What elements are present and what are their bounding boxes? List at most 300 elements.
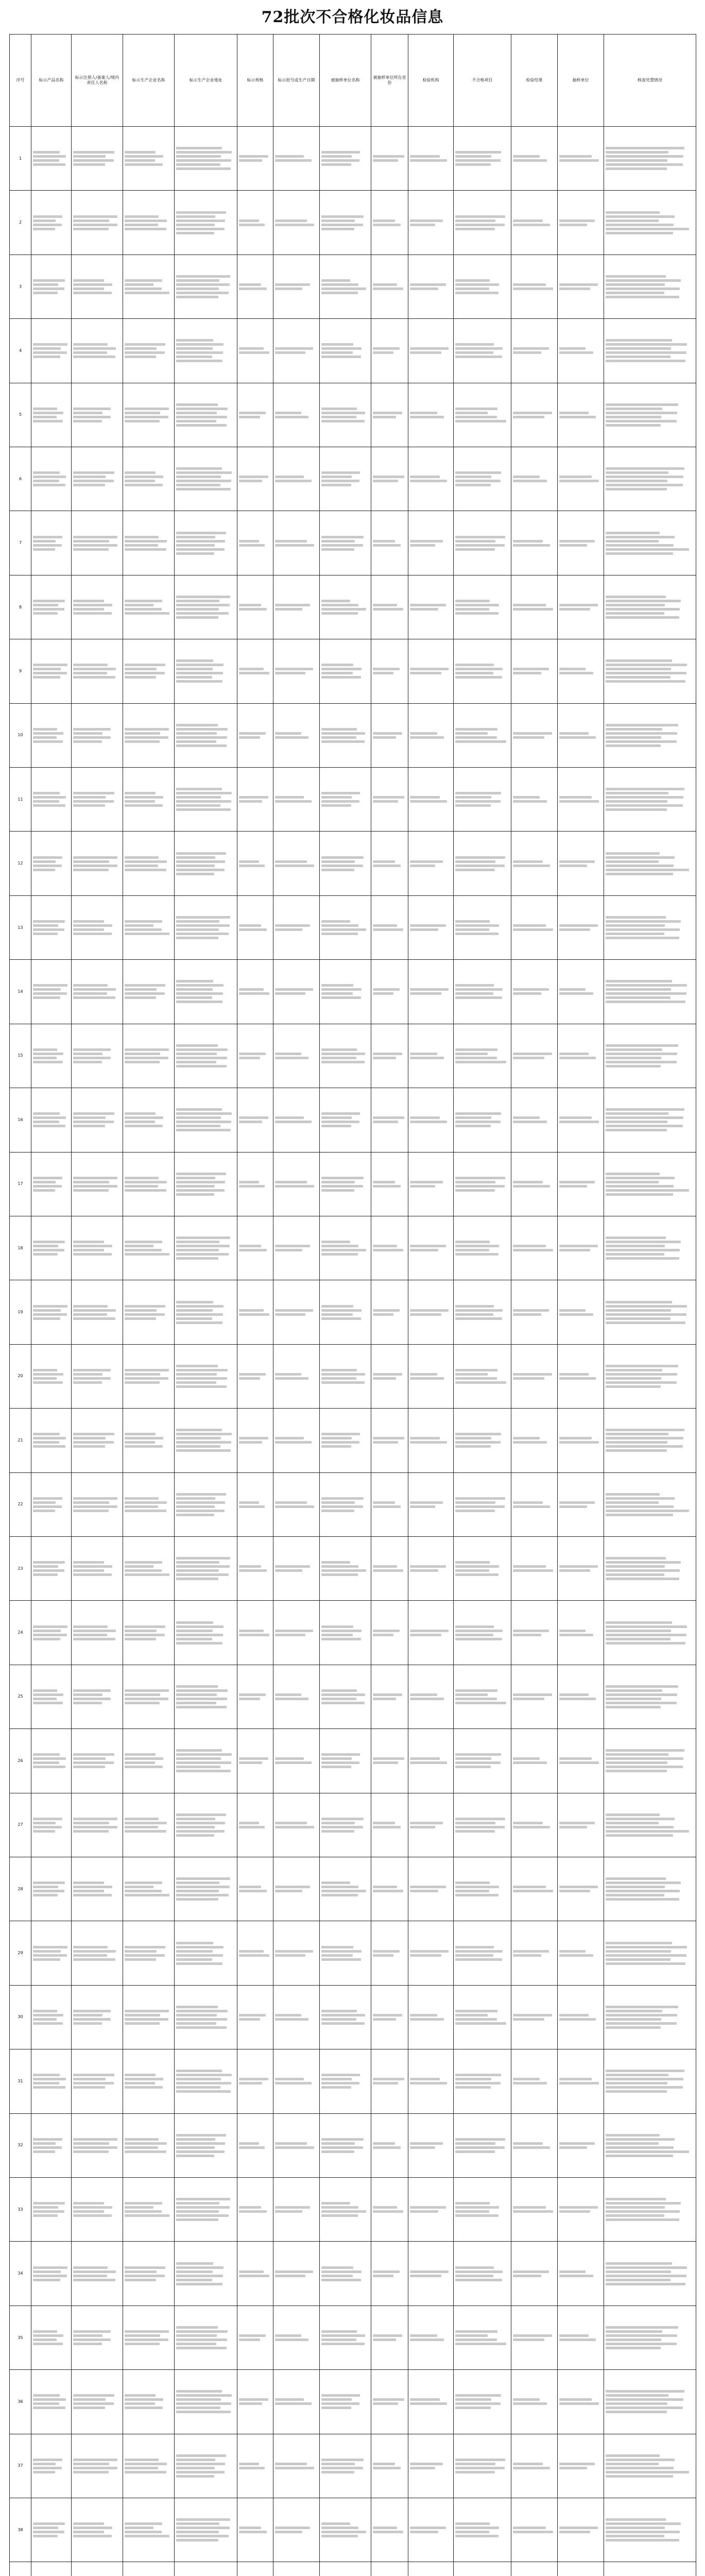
text-placeholder bbox=[73, 1954, 107, 1957]
text-placeholder bbox=[33, 536, 62, 538]
text-placeholder bbox=[559, 2146, 587, 2149]
text-placeholder bbox=[606, 1514, 673, 1516]
text-placeholder bbox=[125, 2531, 162, 2533]
text-placeholder bbox=[33, 1313, 67, 1316]
table-cell bbox=[558, 895, 604, 959]
text-placeholder bbox=[513, 1565, 546, 1568]
text-placeholder bbox=[176, 2279, 212, 2281]
text-placeholder bbox=[455, 1241, 490, 1243]
text-placeholder bbox=[321, 2343, 365, 2345]
text-placeholder bbox=[410, 988, 449, 991]
text-placeholder bbox=[455, 1753, 501, 1756]
text-placeholder bbox=[176, 996, 212, 999]
text-placeholder bbox=[606, 724, 678, 726]
table-cell bbox=[273, 2434, 320, 2498]
text-placeholder bbox=[33, 2010, 57, 2012]
text-placeholder bbox=[559, 604, 598, 606]
table-cell bbox=[273, 832, 320, 895]
text-placeholder bbox=[606, 2198, 666, 2200]
text-placeholder bbox=[73, 1125, 105, 1127]
text-placeholder bbox=[125, 1894, 169, 1896]
table-row bbox=[10, 768, 696, 832]
text-placeholder bbox=[239, 480, 262, 482]
text-placeholder bbox=[606, 2270, 671, 2273]
text-placeholder bbox=[33, 740, 63, 743]
table-cell bbox=[454, 768, 511, 832]
text-placeholder bbox=[455, 1946, 494, 1948]
text-placeholder bbox=[455, 1249, 489, 1251]
text-placeholder bbox=[606, 1770, 667, 1772]
text-placeholder bbox=[606, 228, 689, 230]
table-cell bbox=[72, 2306, 123, 2369]
text-placeholder bbox=[125, 355, 156, 358]
text-placeholder bbox=[559, 1886, 598, 1888]
text-placeholder bbox=[176, 1001, 222, 1003]
text-placeholder bbox=[559, 736, 596, 739]
text-placeholder bbox=[275, 732, 301, 735]
text-placeholder bbox=[125, 1445, 163, 1448]
table-row bbox=[10, 1985, 696, 2049]
table-cell bbox=[123, 895, 175, 959]
text-placeholder bbox=[176, 852, 226, 855]
text-placeholder bbox=[73, 1569, 104, 1572]
text-placeholder bbox=[410, 283, 446, 286]
text-placeholder bbox=[73, 600, 104, 602]
table-cell bbox=[408, 447, 454, 511]
text-placeholder bbox=[73, 1445, 105, 1448]
table-cell bbox=[371, 768, 408, 832]
table-cell bbox=[237, 511, 273, 575]
text-placeholder bbox=[606, 484, 683, 486]
table-row bbox=[10, 1536, 696, 1600]
row-number bbox=[10, 2562, 31, 2576]
text-placeholder bbox=[176, 1822, 225, 1824]
text-placeholder bbox=[321, 1433, 360, 1435]
text-placeholder bbox=[125, 287, 162, 290]
text-placeholder bbox=[373, 1886, 397, 1888]
table-row bbox=[10, 1793, 696, 1857]
text-placeholder bbox=[275, 992, 305, 995]
text-placeholder bbox=[455, 1689, 497, 1692]
table-cell bbox=[408, 2498, 454, 2562]
text-placeholder bbox=[176, 676, 212, 679]
table-cell bbox=[511, 1216, 558, 1280]
text-placeholder bbox=[373, 1565, 397, 1568]
text-placeholder bbox=[176, 2270, 213, 2273]
text-placeholder bbox=[239, 2018, 260, 2021]
text-placeholder bbox=[606, 1886, 665, 1888]
table-cell bbox=[175, 639, 237, 703]
text-placeholder bbox=[33, 1510, 55, 1512]
text-placeholder bbox=[455, 2459, 505, 2461]
text-placeholder bbox=[33, 2078, 66, 2080]
text-placeholder bbox=[33, 1057, 57, 1059]
table-cell bbox=[320, 255, 371, 318]
table-cell bbox=[237, 191, 273, 255]
text-placeholder bbox=[321, 2279, 361, 2281]
text-placeholder bbox=[239, 416, 260, 418]
text-placeholder bbox=[410, 736, 444, 739]
table-cell bbox=[31, 1857, 72, 1921]
table-cell bbox=[408, 1601, 454, 1665]
table-cell bbox=[31, 639, 72, 703]
table-cell bbox=[511, 255, 558, 318]
text-placeholder bbox=[275, 2206, 310, 2209]
text-placeholder bbox=[559, 2463, 595, 2465]
text-placeholder bbox=[410, 476, 440, 478]
text-placeholder bbox=[73, 2334, 102, 2337]
text-placeholder bbox=[73, 736, 111, 739]
table-cell bbox=[273, 191, 320, 255]
table-cell bbox=[237, 1857, 273, 1921]
table-cell bbox=[408, 1536, 454, 1600]
text-placeholder bbox=[125, 347, 157, 350]
text-placeholder bbox=[33, 2074, 60, 2076]
table-cell bbox=[454, 960, 511, 1024]
text-placeholder bbox=[176, 1578, 218, 1580]
text-placeholder bbox=[176, 1373, 217, 1376]
text-placeholder bbox=[321, 2459, 364, 2461]
text-placeholder bbox=[606, 1693, 677, 1696]
text-placeholder bbox=[606, 488, 667, 490]
table-cell bbox=[511, 1280, 558, 1344]
table-cell bbox=[454, 832, 511, 895]
table-cell bbox=[175, 1152, 237, 1216]
text-placeholder bbox=[513, 796, 540, 799]
table-cell bbox=[72, 832, 123, 895]
text-placeholder bbox=[513, 2334, 552, 2337]
text-placeholder bbox=[176, 2078, 221, 2080]
text-placeholder bbox=[606, 1493, 660, 1496]
text-placeholder bbox=[125, 1369, 169, 1371]
text-placeholder bbox=[513, 2014, 552, 2016]
text-placeholder bbox=[455, 2270, 503, 2273]
text-placeholder bbox=[455, 1253, 498, 1256]
text-placeholder bbox=[455, 740, 506, 743]
text-placeholder bbox=[176, 544, 215, 547]
text-placeholder bbox=[125, 2471, 166, 2473]
text-placeholder bbox=[125, 2338, 168, 2341]
text-placeholder bbox=[275, 1309, 313, 1312]
table-cell bbox=[237, 1216, 273, 1280]
table-cell bbox=[371, 960, 408, 1024]
table-cell bbox=[454, 1472, 511, 1536]
text-placeholder bbox=[239, 1373, 266, 1376]
table-cell bbox=[558, 447, 604, 511]
text-placeholder bbox=[239, 476, 268, 478]
table-cell bbox=[72, 960, 123, 1024]
text-placeholder bbox=[176, 1958, 212, 1961]
table-cell bbox=[604, 1472, 696, 1536]
text-placeholder bbox=[455, 2138, 505, 2141]
text-placeholder bbox=[125, 1822, 167, 1824]
text-placeholder bbox=[73, 1181, 109, 1183]
text-placeholder bbox=[176, 2218, 218, 2221]
table-cell bbox=[408, 1024, 454, 1088]
text-placeholder bbox=[455, 1441, 501, 1444]
text-placeholder bbox=[606, 2394, 668, 2397]
text-placeholder bbox=[176, 1377, 227, 1380]
table-cell bbox=[72, 2242, 123, 2306]
text-placeholder bbox=[176, 167, 231, 170]
table-cell bbox=[237, 383, 273, 447]
row-number: 8 bbox=[10, 575, 31, 639]
table-cell bbox=[604, 832, 696, 895]
text-placeholder bbox=[239, 928, 267, 931]
table-cell bbox=[175, 1857, 237, 1921]
row-number: 10 bbox=[10, 703, 31, 767]
text-placeholder bbox=[373, 1950, 400, 1953]
table-cell bbox=[371, 1409, 408, 1472]
text-placeholder bbox=[239, 1634, 269, 1636]
text-placeholder bbox=[455, 2531, 489, 2533]
table-cell bbox=[31, 2178, 72, 2242]
text-placeholder bbox=[410, 2338, 444, 2341]
text-placeholder bbox=[321, 1437, 352, 1439]
text-placeholder bbox=[410, 1886, 446, 1888]
text-placeholder bbox=[125, 163, 163, 166]
text-placeholder bbox=[33, 608, 64, 611]
text-placeholder bbox=[73, 2146, 117, 2149]
text-placeholder bbox=[125, 1245, 153, 1247]
table-cell bbox=[123, 1280, 175, 1344]
text-placeholder bbox=[73, 1369, 111, 1371]
text-placeholder bbox=[73, 2018, 111, 2021]
text-placeholder bbox=[176, 1129, 231, 1131]
table-cell bbox=[604, 1536, 696, 1600]
text-placeholder bbox=[606, 2334, 677, 2337]
text-placeholder bbox=[606, 928, 680, 931]
table-cell bbox=[72, 447, 123, 511]
text-placeholder bbox=[176, 215, 215, 218]
text-placeholder bbox=[606, 2078, 683, 2080]
text-placeholder bbox=[321, 1766, 351, 1768]
text-placeholder bbox=[321, 480, 359, 482]
table-cell bbox=[237, 1601, 273, 1665]
text-placeholder bbox=[176, 668, 213, 670]
text-placeholder bbox=[176, 916, 230, 919]
text-placeholder bbox=[410, 1630, 449, 1632]
table-cell bbox=[273, 2306, 320, 2369]
text-placeholder bbox=[559, 283, 598, 286]
text-placeholder bbox=[125, 1693, 160, 1696]
text-placeholder bbox=[606, 2390, 684, 2393]
text-placeholder bbox=[606, 1877, 666, 1880]
text-placeholder bbox=[33, 2467, 62, 2469]
table-cell bbox=[511, 960, 558, 1024]
text-placeholder bbox=[33, 347, 61, 350]
table-row bbox=[10, 575, 696, 639]
table-cell bbox=[123, 2498, 175, 2562]
text-placeholder bbox=[321, 1886, 358, 1888]
table-cell bbox=[273, 1665, 320, 1728]
text-placeholder bbox=[73, 1630, 116, 1632]
text-placeholder bbox=[321, 1561, 350, 1564]
text-placeholder bbox=[73, 2463, 109, 2465]
table-cell bbox=[558, 383, 604, 447]
text-placeholder bbox=[321, 1177, 364, 1179]
text-placeholder bbox=[606, 167, 667, 170]
text-placeholder bbox=[176, 1630, 213, 1632]
table-cell bbox=[511, 2306, 558, 2369]
table-cell bbox=[72, 1921, 123, 1985]
text-placeholder bbox=[275, 287, 302, 290]
text-placeholder bbox=[125, 2402, 155, 2405]
text-placeholder bbox=[606, 800, 667, 803]
text-placeholder bbox=[606, 1510, 689, 1512]
text-placeholder bbox=[606, 1698, 661, 1700]
text-placeholder bbox=[239, 1565, 261, 1568]
table-cell bbox=[454, 127, 511, 191]
table-cell bbox=[72, 2113, 123, 2177]
table-cell bbox=[320, 383, 371, 447]
table-cell bbox=[237, 127, 273, 191]
text-placeholder bbox=[321, 1753, 360, 1756]
text-placeholder bbox=[410, 1826, 435, 1828]
text-placeholder bbox=[73, 988, 116, 991]
text-placeholder bbox=[410, 2142, 443, 2145]
table-cell bbox=[558, 1985, 604, 2049]
text-placeholder bbox=[176, 347, 213, 350]
text-placeholder bbox=[606, 1890, 680, 1892]
text-placeholder bbox=[559, 1757, 592, 1760]
text-placeholder bbox=[176, 232, 214, 234]
text-placeholder bbox=[321, 924, 358, 927]
text-placeholder bbox=[73, 1890, 104, 1892]
text-placeholder bbox=[513, 416, 544, 418]
text-placeholder bbox=[176, 937, 218, 939]
text-placeholder bbox=[606, 232, 673, 234]
table-cell bbox=[454, 1536, 511, 1600]
table-cell bbox=[123, 2370, 175, 2434]
text-placeholder bbox=[176, 1497, 215, 1500]
table-cell bbox=[454, 639, 511, 703]
text-placeholder bbox=[275, 800, 312, 803]
text-placeholder bbox=[606, 2539, 679, 2541]
text-placeholder bbox=[321, 1625, 353, 1628]
text-placeholder bbox=[176, 2138, 215, 2141]
text-placeholder bbox=[321, 1573, 358, 1576]
text-placeholder bbox=[410, 1950, 449, 1953]
text-placeholder bbox=[606, 2142, 659, 2145]
text-placeholder bbox=[73, 1305, 108, 1308]
text-placeholder bbox=[513, 1890, 553, 1892]
table-cell bbox=[604, 2562, 696, 2576]
table-cell bbox=[511, 2049, 558, 2113]
text-placeholder bbox=[125, 2398, 163, 2401]
table-row bbox=[10, 2434, 696, 2498]
text-placeholder bbox=[321, 219, 355, 222]
text-placeholder bbox=[606, 1125, 683, 1127]
text-placeholder bbox=[455, 219, 495, 222]
column-header: 标示生产企业名称 bbox=[123, 35, 175, 127]
text-placeholder bbox=[33, 800, 59, 803]
text-placeholder bbox=[455, 2402, 501, 2405]
text-placeholder bbox=[606, 1565, 665, 1568]
text-placeholder bbox=[606, 933, 664, 935]
text-placeholder bbox=[373, 1377, 396, 1380]
table-cell bbox=[320, 895, 371, 959]
text-placeholder bbox=[73, 1510, 109, 1512]
table-cell bbox=[175, 511, 237, 575]
table-cell bbox=[558, 2562, 604, 2576]
text-placeholder bbox=[559, 2142, 595, 2145]
text-placeholder bbox=[176, 1257, 218, 1260]
table-cell bbox=[237, 255, 273, 318]
text-placeholder bbox=[513, 1121, 547, 1123]
text-placeholder bbox=[321, 2275, 353, 2277]
text-placeholder bbox=[275, 1249, 302, 1251]
table-cell bbox=[273, 1152, 320, 1216]
text-placeholder bbox=[176, 2266, 223, 2269]
text-placeholder bbox=[176, 2343, 216, 2345]
text-placeholder bbox=[513, 1505, 550, 1508]
text-placeholder bbox=[559, 1761, 599, 1764]
text-placeholder bbox=[606, 1497, 675, 1500]
table-cell bbox=[72, 1024, 123, 1088]
text-placeholder bbox=[176, 1381, 216, 1384]
table-cell bbox=[320, 2178, 371, 2242]
table-cell bbox=[72, 1857, 123, 1921]
text-placeholder bbox=[513, 480, 547, 482]
text-placeholder bbox=[33, 668, 61, 670]
table-cell bbox=[604, 383, 696, 447]
text-placeholder bbox=[239, 1886, 261, 1888]
text-placeholder bbox=[239, 219, 259, 222]
text-placeholder bbox=[373, 1441, 398, 1444]
text-placeholder bbox=[559, 2398, 592, 2401]
text-placeholder bbox=[239, 1950, 264, 1953]
table-cell bbox=[558, 2113, 604, 2177]
table-cell bbox=[558, 1344, 604, 1408]
text-placeholder bbox=[239, 2078, 268, 2080]
text-placeholder bbox=[33, 1253, 58, 1256]
text-placeholder bbox=[176, 1814, 226, 1816]
text-placeholder bbox=[73, 1561, 104, 1564]
table-cell bbox=[72, 319, 123, 383]
text-placeholder bbox=[73, 2275, 107, 2277]
table-cell bbox=[454, 1601, 511, 1665]
text-placeholder bbox=[321, 1894, 358, 1896]
row-number: 36 bbox=[10, 2370, 31, 2434]
text-placeholder bbox=[321, 2330, 357, 2333]
text-placeholder bbox=[321, 279, 350, 282]
table-cell bbox=[454, 2113, 511, 2177]
text-placeholder bbox=[455, 292, 498, 294]
table-cell bbox=[320, 127, 371, 191]
text-placeholder bbox=[73, 2459, 117, 2461]
text-placeholder bbox=[33, 1757, 66, 1760]
text-placeholder bbox=[606, 1445, 683, 1448]
text-placeholder bbox=[410, 1698, 444, 1700]
table-cell bbox=[320, 575, 371, 639]
table-cell bbox=[237, 2242, 273, 2306]
table-row bbox=[10, 1088, 696, 1152]
text-placeholder bbox=[73, 287, 104, 290]
table-cell bbox=[31, 2113, 72, 2177]
table-cell bbox=[31, 1921, 72, 1985]
text-placeholder bbox=[321, 869, 354, 871]
table-cell bbox=[237, 2178, 273, 2242]
table-cell bbox=[123, 2306, 175, 2369]
text-placeholder bbox=[33, 155, 66, 158]
table-cell bbox=[72, 2178, 123, 2242]
text-placeholder bbox=[33, 351, 67, 354]
table-cell bbox=[454, 1985, 511, 2049]
table-row bbox=[10, 2306, 696, 2369]
text-placeholder bbox=[513, 1954, 541, 1957]
text-placeholder bbox=[606, 2467, 674, 2469]
